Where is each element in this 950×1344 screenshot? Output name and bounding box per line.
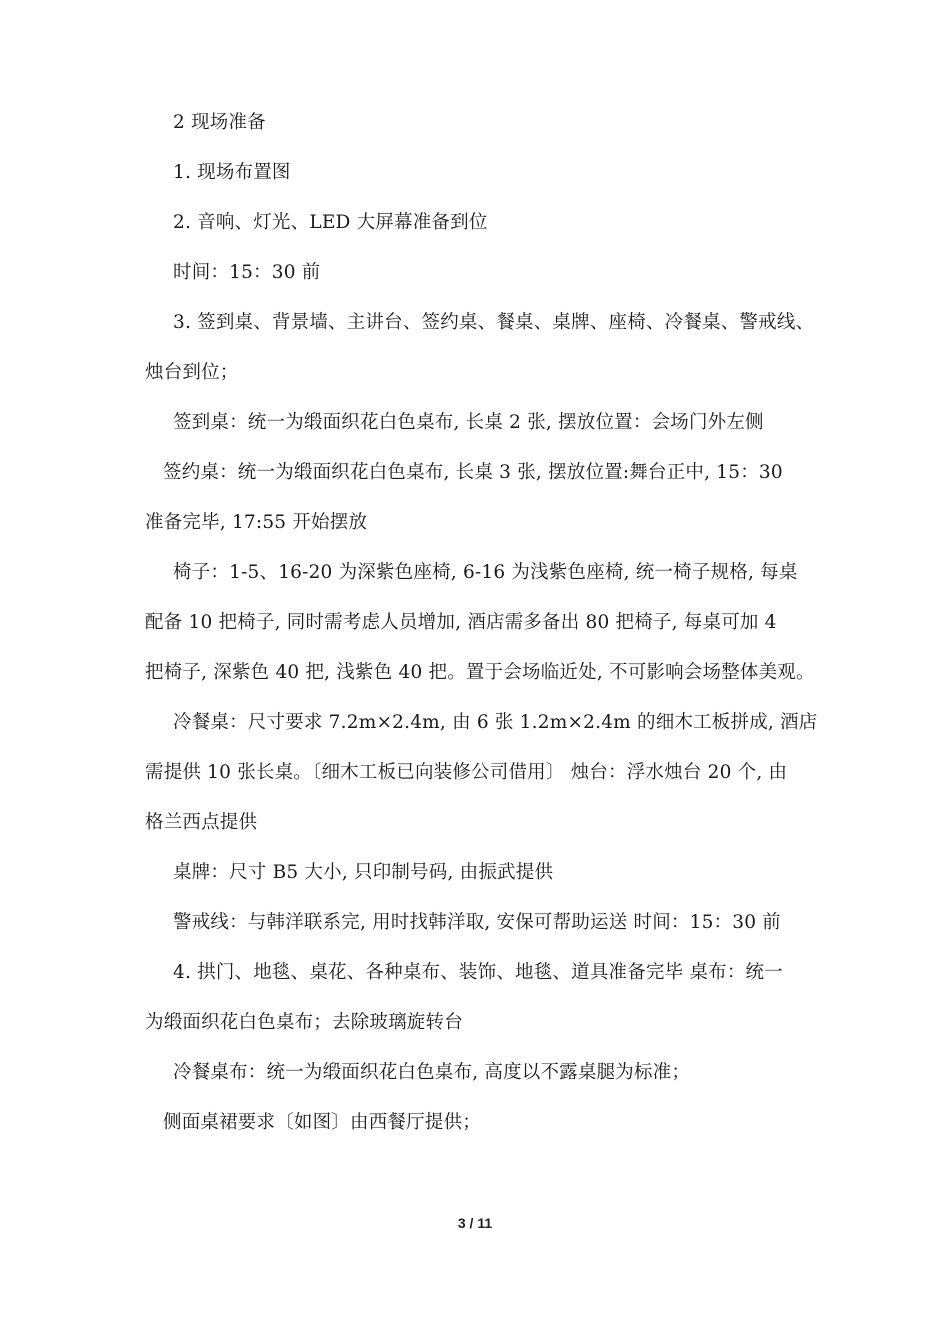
paragraph-line: 为缎面织花白色桌布；去除玻璃旋转台 xyxy=(145,1012,463,1033)
paragraph-line: 烛台到位； xyxy=(145,362,239,383)
list-item: 1. 现场布置图 xyxy=(173,162,291,183)
paragraph-line: 需提供 10 张长桌。〔细木工板已向装修公司借用〕 烛台：浮水烛台 20 个, 由 xyxy=(145,762,788,783)
paragraph-line: 签到桌：统一为缎面织花白色桌布, 长桌 2 张, 摆放位置：会场门外左侧 xyxy=(173,412,764,433)
paragraph-line: 格兰西点提供 xyxy=(145,812,258,833)
paragraph-line: 椅子：1-5、16-20 为深紫色座椅, 6-16 为浅紫色座椅, 统一椅子规格, 每桌 xyxy=(173,562,798,583)
paragraph-line: 冷餐桌：尺寸要求 7.2m×2.4m, 由 6 张 1.2m×2.4m 的细木工板拼成, 酒店 xyxy=(173,712,818,733)
list-item: 3. 签到桌、背景墙、主讲台、签约桌、餐桌、桌牌、座椅、冷餐桌、警戒线、 xyxy=(173,312,815,333)
paragraph-line: 把椅子, 深紫色 40 把, 浅紫色 40 把。置于会场临近处, 不可影响会场整体美观。 xyxy=(145,662,815,683)
paragraph-line: 签约桌：统一为缎面织花白色桌布, 长桌 3 张, 摆放位置:舞台正中, 15：30 xyxy=(163,462,783,483)
list-item: 2. 音响、灯光、LED 大屏幕准备到位 xyxy=(173,212,488,233)
paragraph-line: 警戒线：与韩洋联系完, 用时找韩洋取, 安保可帮助运送 时间：15：30 前 xyxy=(173,912,781,933)
section-heading: 2 现场准备 xyxy=(173,112,266,133)
paragraph-line: 侧面桌裙要求〔如图〕由西餐厅提供； xyxy=(163,1112,481,1133)
page-number: 3 / 11 xyxy=(457,1215,493,1231)
list-item: 4. 拱门、地毯、桌花、各种桌布、装饰、地毯、道具准备完毕 桌布：统一 xyxy=(173,962,783,983)
paragraph-line: 准备完毕, 17:55 开始摆放 xyxy=(145,512,368,533)
paragraph-line: 桌牌：尺寸 B5 大小, 只印制号码, 由振武提供 xyxy=(173,862,554,883)
paragraph-line: 时间：15：30 前 xyxy=(173,262,321,283)
paragraph-line: 配备 10 把椅子, 同时需考虑人员增加, 酒店需多备出 80 把椅子, 每桌可加 4 xyxy=(145,612,777,633)
paragraph-line: 冷餐桌布：统一为缎面织花白色桌布, 高度以不露桌腿为标准； xyxy=(173,1062,691,1083)
